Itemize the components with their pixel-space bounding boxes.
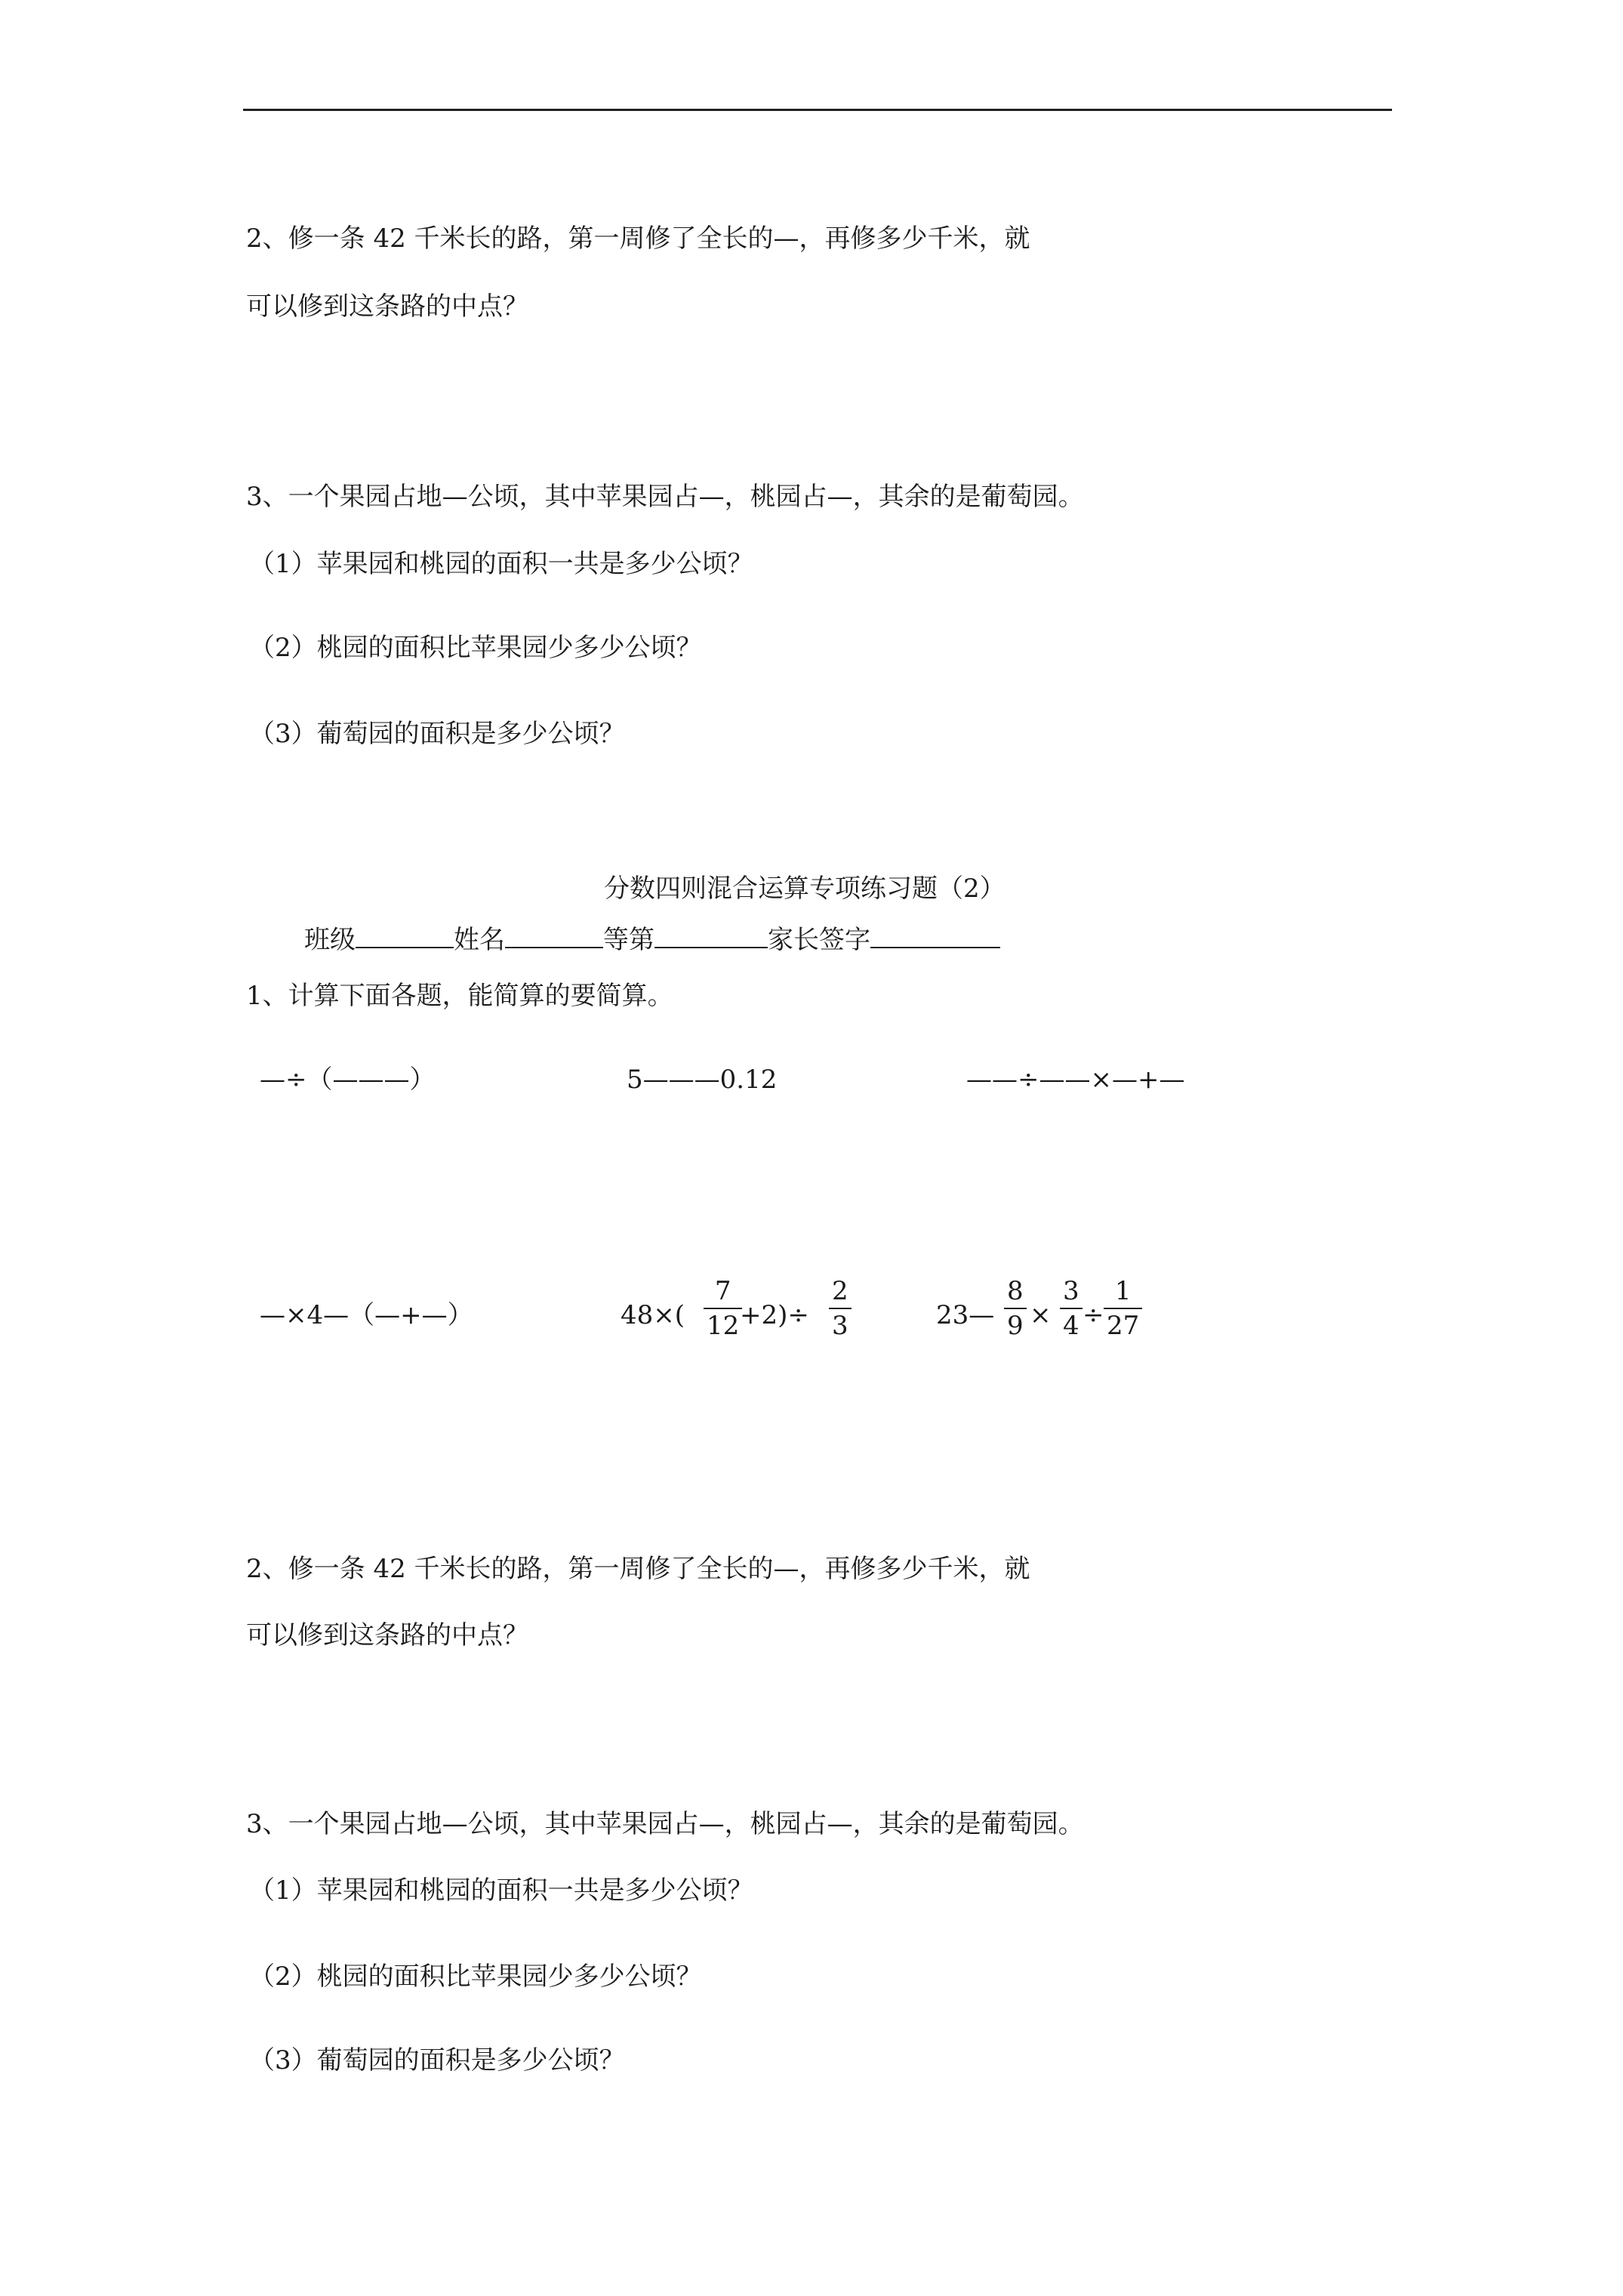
fraction-bar	[1004, 1308, 1027, 1309]
parent-signature-blank[interactable]	[870, 924, 1000, 948]
fraction-denominator: 12	[707, 1311, 740, 1341]
question-1-title: 1、计算下面各题，能简算的要简算。	[246, 981, 673, 1011]
question-3-sub1: （1）苹果园和桃园的面积一共是多少公顷？	[249, 549, 753, 579]
class-blank[interactable]	[356, 924, 454, 948]
expression-2b-fraction-1	[704, 1276, 742, 1341]
fraction-denominator: 9	[1007, 1311, 1024, 1341]
question-2-repeat-line1: 2、修一条 42 千米长的路，第一周修了全长的—，再修多少千米，就	[246, 1554, 1030, 1584]
question-2-line1: 2、修一条 42 千米长的路，第一周修了全长的—，再修多少千米，就	[246, 223, 1030, 254]
question-3-sub2: （2）桃园的面积比苹果园少多少公顷？	[249, 633, 702, 663]
expression-1c: ——÷——×—+—	[966, 1065, 1185, 1095]
fraction-bar	[1104, 1308, 1142, 1309]
expression-2b-middle: +2)÷	[740, 1300, 809, 1330]
fraction-bar	[1060, 1308, 1083, 1309]
expression-2c-prefix: 23—	[936, 1300, 995, 1330]
fraction-numerator: 1	[1114, 1276, 1132, 1306]
question-3-repeat-sub2: （2）桃园的面积比苹果园少多少公顷？	[249, 1962, 702, 1992]
question-3-repeat-sub1: （1）苹果园和桃园的面积一共是多少公顷？	[249, 1875, 753, 1906]
parent-signature-label: 家长签字	[768, 925, 870, 955]
grade-blank[interactable]	[654, 924, 768, 948]
expression-2c-divide: ÷	[1083, 1300, 1104, 1330]
expression-2c-fraction-2	[1060, 1276, 1083, 1341]
fraction-bar	[704, 1308, 742, 1309]
expression-2b-prefix: 48×(	[621, 1300, 685, 1330]
fraction-numerator: 7	[714, 1276, 731, 1306]
fraction-denominator: 3	[832, 1311, 848, 1341]
expression-2c-fraction-3	[1104, 1276, 1142, 1341]
expression-2b-fraction-2	[829, 1276, 852, 1341]
expression-1a: —÷（———）	[260, 1065, 436, 1095]
fraction-numerator: 2	[832, 1276, 848, 1306]
name-blank[interactable]	[505, 924, 603, 948]
question-3-repeat-sub3: （3）葡萄园的面积是多少公顷？	[249, 2045, 625, 2076]
header-rule	[243, 109, 1392, 111]
class-label: 班级	[304, 925, 356, 955]
fraction-numerator: 3	[1063, 1276, 1079, 1306]
fraction-numerator: 8	[1007, 1276, 1024, 1306]
expression-1b: 5———0.12	[627, 1065, 778, 1095]
question-2-repeat-line2: 可以修到这条路的中点？	[246, 1620, 528, 1650]
question-2-line2: 可以修到这条路的中点？	[246, 291, 528, 322]
expression-2c-fraction-1	[1004, 1276, 1027, 1341]
question-3-line1: 3、一个果园占地—公顷，其中苹果园占—，桃园占—，其余的是葡萄园。	[246, 482, 1084, 512]
expression-2a: —×4—（—+—）	[260, 1300, 473, 1330]
question-3-repeat-line1: 3、一个果园占地—公顷，其中苹果园占—，桃园占—，其余的是葡萄园。	[246, 1809, 1084, 1839]
section-title: 分数四则混合运算专项练习题（2）	[604, 874, 1006, 904]
question-3-sub3: （3）葡萄园的面积是多少公顷？	[249, 719, 625, 749]
name-label: 姓名	[454, 925, 505, 955]
fraction-denominator: 4	[1063, 1311, 1079, 1341]
grade-label: 等第	[603, 925, 654, 955]
student-info-row	[304, 924, 1000, 955]
fraction-bar	[829, 1308, 852, 1309]
expression-2c-times: ×	[1030, 1300, 1052, 1330]
fraction-denominator: 27	[1107, 1311, 1140, 1341]
